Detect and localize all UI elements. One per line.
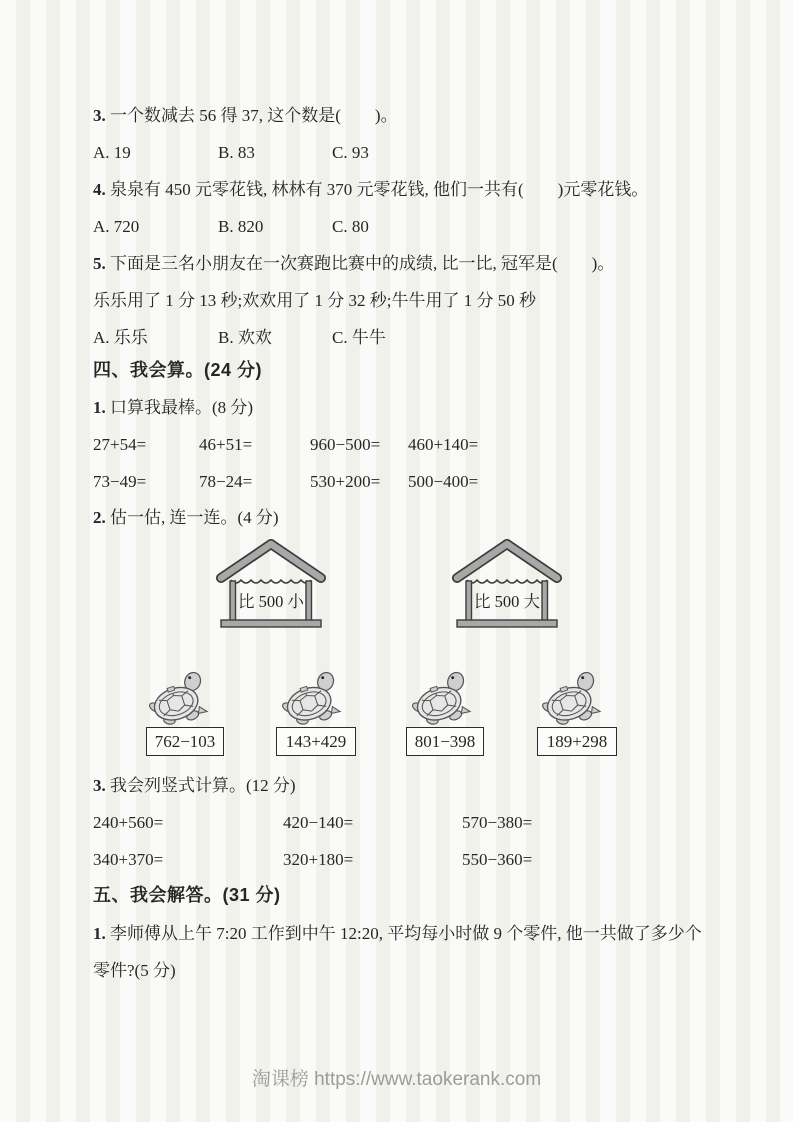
math-expression: 420−140= <box>283 813 354 832</box>
question-3 <box>93 104 398 128</box>
q1-title-text: 口算我最棒。(8 分) <box>110 398 254 417</box>
option-a: A. 19 <box>93 143 131 162</box>
option-b: B. 欢欢 <box>218 328 272 347</box>
option-c: C. 牛牛 <box>332 328 386 347</box>
question-5 <box>93 252 614 276</box>
question-5-detail: 乐乐用了 1 分 13 秒;欢欢用了 1 分 32 秒;牛牛用了 1 分 50 秒 <box>93 291 536 310</box>
option-c: C. 93 <box>332 143 369 162</box>
turtle-icon <box>280 668 348 726</box>
option-b: B. 83 <box>218 143 255 162</box>
house-label: 比 500 大 <box>474 592 540 611</box>
section-4-q1-title <box>93 396 253 420</box>
question-4 <box>93 178 648 202</box>
turtle-icon <box>410 668 478 726</box>
section-4-q2-title <box>93 506 279 530</box>
q1-number: 1. <box>93 924 106 943</box>
turtle-icon <box>540 668 608 726</box>
q3-number: 3. <box>93 776 106 795</box>
question-3-text: 一个数减去 56 得 37, 这个数是( )。 <box>110 106 398 125</box>
expression-box: 801−398 <box>406 727 484 756</box>
question-4-text: 泉泉有 450 元零花钱, 林林有 370 元零花钱, 他们一共有( )元零花钱。 <box>110 180 649 199</box>
section-5-heading: 五、我会解答。(31 分) <box>93 885 281 905</box>
option-a: A. 720 <box>93 217 140 236</box>
q1-number: 1. <box>93 398 106 417</box>
question-4-number: 4. <box>93 180 106 199</box>
expression-box: 189+298 <box>537 727 617 756</box>
math-expression: 27+54= <box>93 435 147 454</box>
house-label: 比 500 小 <box>238 592 304 611</box>
footer-credit: 淘课榜 https://www.taokerank.com <box>251 1069 542 1090</box>
q2-number: 2. <box>93 508 106 527</box>
math-expression: 78−24= <box>199 472 253 491</box>
math-expression: 960−500= <box>310 435 381 454</box>
question-5-text: 下面是三名小朋友在一次赛跑比赛中的成绩, 比一比, 冠军是( )。 <box>110 254 615 273</box>
math-expression: 530+200= <box>310 472 381 491</box>
option-c: C. 80 <box>332 217 369 236</box>
math-expression: 570−380= <box>462 813 533 832</box>
math-expression: 73−49= <box>93 472 147 491</box>
math-expression: 320+180= <box>283 850 354 869</box>
expression-box: 762−103 <box>146 727 224 756</box>
section-4-q3-title <box>93 774 296 798</box>
math-expression: 340+370= <box>93 850 164 869</box>
expression-box: 143+429 <box>276 727 356 756</box>
q2-title-text: 估一估, 连一连。(4 分) <box>110 508 279 527</box>
question-5-number: 5. <box>93 254 106 273</box>
option-b: B. 820 <box>218 217 264 236</box>
q1-text: 李师傅从上午 7:20 工作到中午 12:20, 平均每小时做 9 个零件, 他一共做了多少个零件?(5 分) <box>93 924 702 980</box>
math-expression: 550−360= <box>462 850 533 869</box>
math-expression: 500−400= <box>408 472 479 491</box>
house-greater-than-500-icon <box>448 536 566 631</box>
turtle-icon <box>147 668 215 726</box>
house-less-than-500-icon <box>212 536 330 631</box>
math-expression: 46+51= <box>199 435 253 454</box>
math-expression: 460+140= <box>408 435 479 454</box>
option-a: A. 乐乐 <box>93 328 148 347</box>
math-expression: 240+560= <box>93 813 164 832</box>
section-4-heading: 四、我会算。(24 分) <box>93 360 263 380</box>
question-3-number: 3. <box>93 106 106 125</box>
section-5-q1 <box>93 915 711 989</box>
q3-title-text: 我会列竖式计算。(12 分) <box>110 776 296 795</box>
